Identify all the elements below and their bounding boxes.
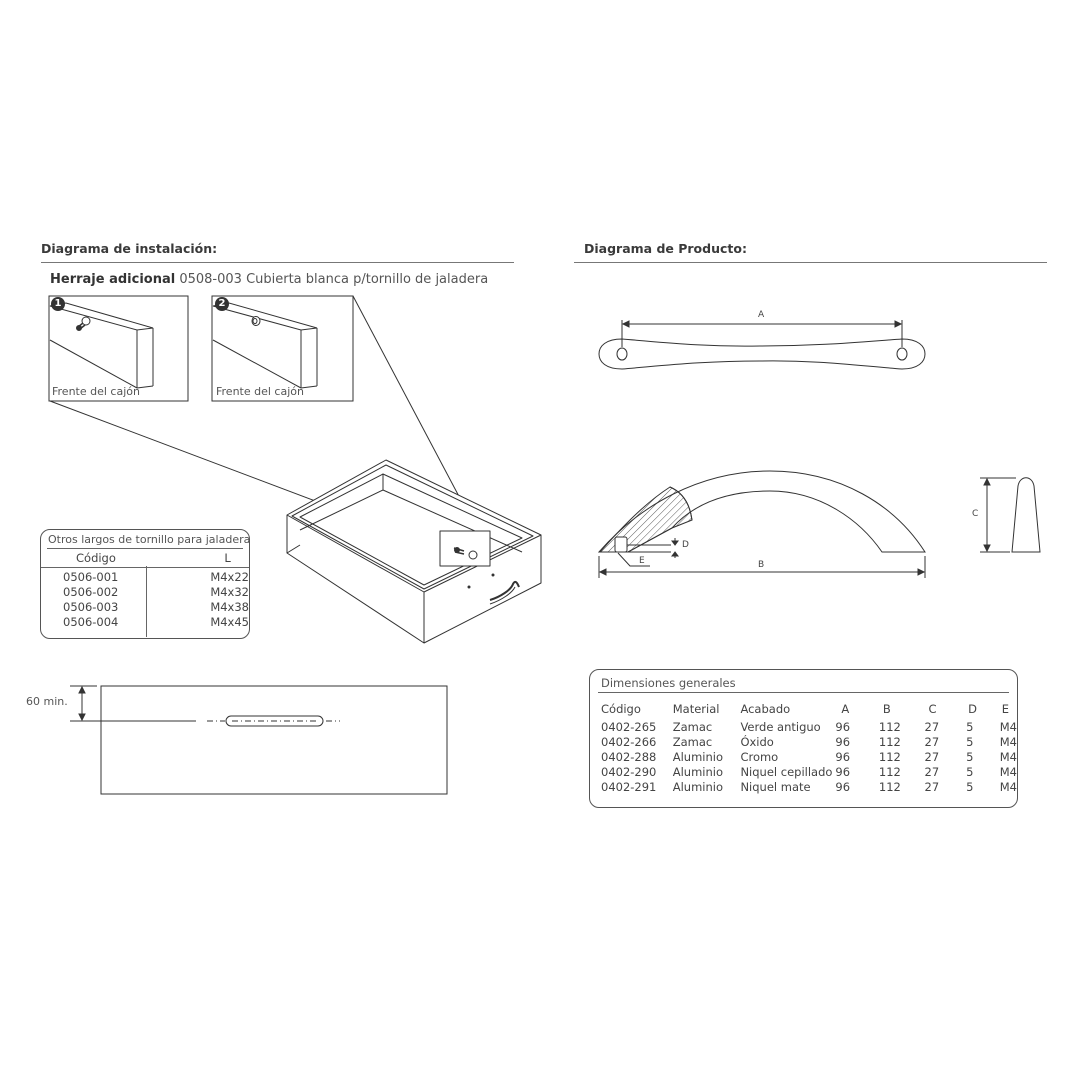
dims-header-d: D — [968, 702, 977, 716]
table-cell: 112 — [878, 750, 901, 764]
step-1-badge: 1 — [51, 297, 65, 311]
table-cell: 96 — [835, 765, 851, 779]
table-cell: 96 — [835, 720, 851, 734]
dims-header-material: Material — [672, 702, 720, 716]
dims-header-a: A — [841, 702, 850, 716]
table-cell: 0506-003 — [63, 600, 119, 614]
table-row — [601, 735, 1017, 750]
screw-header-codigo: Código — [76, 551, 116, 565]
table-cell: M4x45 — [210, 615, 249, 629]
table-cell: 5 — [966, 720, 974, 734]
table-cell: 27 — [924, 750, 940, 764]
dims-header-e: E — [1001, 702, 1010, 716]
table-cell: 96 — [835, 750, 851, 764]
table-cell: Aluminio — [672, 765, 724, 779]
handle-profile-view — [980, 478, 1040, 552]
table-cell: Niquel cepillado — [740, 765, 833, 779]
table-cell: Aluminio — [672, 780, 724, 794]
dims-header-b: B — [882, 702, 891, 716]
dim-c-label: C — [972, 509, 979, 519]
table-cell: Aluminio — [672, 750, 724, 764]
dim-e-label: E — [639, 556, 645, 566]
dims-table — [601, 699, 1017, 795]
panel-2-caption: Frente del cajón — [216, 385, 304, 398]
table-cell: Óxido — [740, 735, 774, 749]
table-cell: Niquel mate — [740, 780, 811, 794]
install-section-title: Diagrama de instalación: — [41, 241, 218, 256]
table-cell: 5 — [966, 780, 974, 794]
table-cell: M4 — [999, 765, 1017, 779]
table-row — [601, 750, 1017, 765]
table-cell: M4 — [999, 750, 1017, 764]
dims-header-acabado: Acabado — [740, 702, 791, 716]
table-row — [601, 765, 1017, 780]
table-cell: 112 — [878, 780, 901, 794]
table-cell: M4x22 — [210, 570, 249, 584]
table-cell: 0402-291 — [601, 780, 657, 794]
table-cell: M4x38 — [210, 600, 249, 614]
table-cell: 0402-266 — [601, 735, 657, 749]
table-cell: 112 — [878, 735, 901, 749]
table-cell: M4 — [999, 720, 1017, 734]
table-cell: Cromo — [740, 750, 779, 764]
dims-header-c: C — [928, 702, 937, 716]
table-cell: 27 — [924, 780, 940, 794]
table-cell: 27 — [924, 765, 940, 779]
table-cell: M4x32 — [210, 585, 249, 599]
table-cell: 0402-288 — [601, 750, 657, 764]
dims-table-header — [601, 699, 1017, 720]
table-cell: 0506-001 — [63, 570, 119, 584]
table-cell: Zamac — [672, 720, 713, 734]
panel-1-caption: Frente del cajón — [52, 385, 140, 398]
step-2-badge: 2 — [215, 297, 229, 311]
dim-b-label: B — [758, 560, 765, 570]
dim-d-label: D — [682, 540, 689, 550]
herraje-label: Herraje adicional — [50, 272, 176, 287]
product-section-title: Diagrama de Producto: — [584, 241, 747, 256]
dim-a-label: A — [758, 310, 765, 320]
table-cell: 27 — [924, 720, 940, 734]
table-cell: 0506-004 — [63, 615, 119, 629]
table-cell: 112 — [878, 720, 901, 734]
table-cell: Zamac — [672, 735, 713, 749]
herraje-text: 0508-003 Cubierta blanca p/tornillo de jaladera — [179, 272, 489, 287]
table-cell: M4 — [999, 780, 1017, 794]
table-cell: 5 — [966, 765, 974, 779]
table-cell: M4 — [999, 735, 1017, 749]
dims-table-box — [589, 669, 1018, 808]
min-distance-label: 60 min. — [26, 695, 68, 708]
table-cell: 112 — [878, 765, 901, 779]
table-cell: 5 — [966, 750, 974, 764]
table-row — [601, 780, 1017, 795]
table-cell: 27 — [924, 735, 940, 749]
table-cell: 5 — [966, 735, 974, 749]
handle-top-view — [599, 320, 925, 369]
dims-table-rule — [598, 692, 1009, 693]
dims-table-title: Dimensiones generales — [601, 676, 736, 690]
screw-table-title: Otros largos de tornillo para jaladera — [48, 533, 251, 546]
table-cell: 0402-290 — [601, 765, 657, 779]
table-row — [601, 720, 1017, 735]
screw-header-l: L — [224, 551, 231, 565]
table-cell: 96 — [835, 780, 851, 794]
table-cell: 96 — [835, 735, 851, 749]
table-cell: Verde antiguo — [740, 720, 821, 734]
table-cell: 0402-265 — [601, 720, 657, 734]
dims-header-codigo: Código — [601, 702, 641, 716]
table-cell: 0506-002 — [63, 585, 119, 599]
